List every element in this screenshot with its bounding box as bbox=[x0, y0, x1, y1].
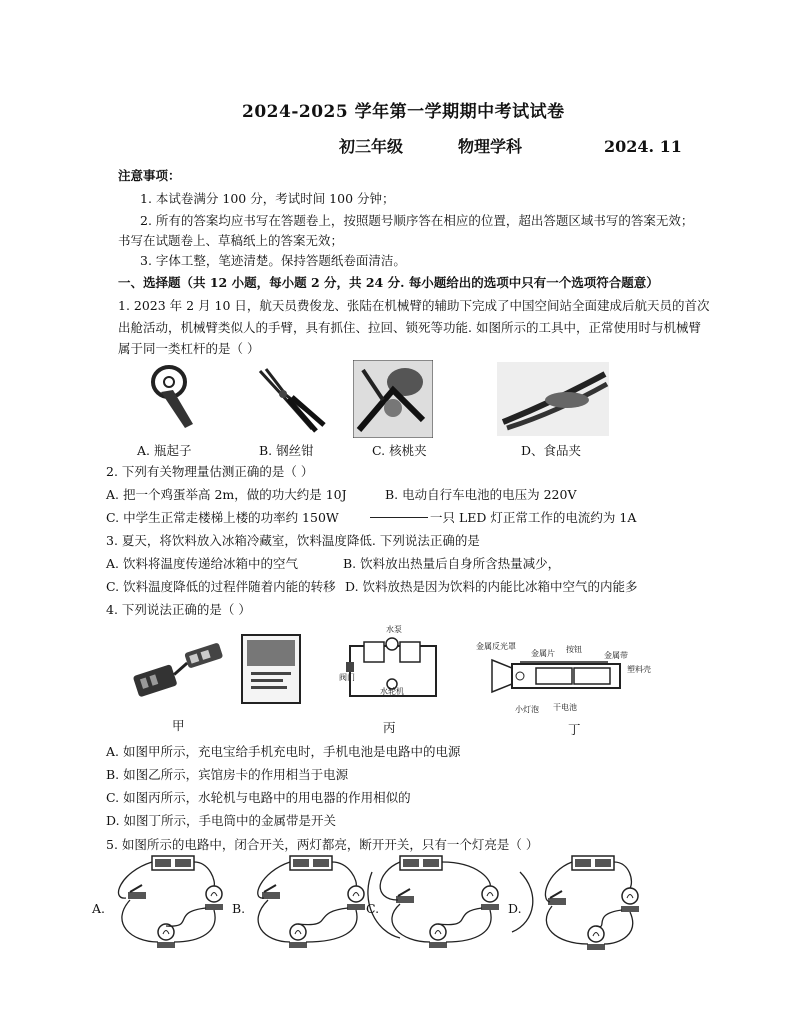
q5-option-b: B. bbox=[232, 901, 246, 916]
q3-option-a: A. 饮料将温度传递给冰箱中的空气 bbox=[106, 556, 298, 571]
q1-option-d: D、食品夹 bbox=[521, 443, 582, 458]
label-plastic-shell: 塑料壳 bbox=[627, 665, 651, 674]
q1-option-b: B. 钢丝钳 bbox=[259, 443, 314, 458]
note-3: 3. 字体工整，笔迹清楚。保持答题纸卷面清洁。 bbox=[140, 253, 406, 268]
q1-option-a: A. 瓶起子 bbox=[137, 443, 192, 458]
note-2-cont: 书写在试题卷上、草稿纸上的答案无效； bbox=[118, 233, 344, 248]
label-pump: 水泵 bbox=[386, 625, 402, 634]
q1-option-c: C. 核桃夹 bbox=[372, 443, 427, 458]
water-circuit-diagram bbox=[336, 626, 444, 710]
q3-stem: 3. 夏天，将饮料放入冰箱冷藏室，饮料温度降低. 下列说法正确的是 bbox=[106, 533, 480, 548]
grade-label: 初三年级 bbox=[339, 137, 404, 156]
section-heading: 一、选择题（共 12 小题，每小题 2 分，共 24 分. 每小题给出的选项中只有一个选项符合题意） bbox=[118, 275, 659, 290]
label-bulb: 小灯泡 bbox=[515, 705, 539, 714]
q5-option-a: A. bbox=[92, 901, 106, 916]
q4-stem: 4. 下列说法正确的是（ ） bbox=[106, 602, 251, 617]
walnut-cracker-image bbox=[353, 360, 433, 438]
fig-label-ding: 丁 bbox=[568, 722, 581, 737]
q5-circuits-figure bbox=[100, 852, 700, 950]
note-2: 2. 所有的答案均应书写在答题卷上，按照题号顺序答在相应的位置，超出答题区域书写的答案无效； bbox=[140, 213, 694, 228]
q3-option-b: B. 饮料放出热量后自身所含热量减少， bbox=[343, 556, 561, 571]
label-button: 按钮 bbox=[566, 645, 582, 654]
q2-option-a: A. 把一个鸡蛋举高 2m，做的功大约是 10J bbox=[106, 487, 347, 502]
q2-stem: 2. 下列有关物理量估测正确的是（ ） bbox=[106, 464, 314, 479]
q5-stem: 5. 如图所示的电路中，闭合开关，两灯都亮，断开开关，只有一个灯亮是（ ） bbox=[106, 837, 539, 852]
circuit-d bbox=[512, 856, 639, 950]
fig-label-bing: 丙 bbox=[383, 720, 396, 735]
bottle-opener-image bbox=[145, 362, 205, 434]
hotel-keycard-image bbox=[241, 634, 301, 704]
notes-heading: 注意事项： bbox=[118, 168, 181, 183]
wire-pliers-image bbox=[252, 365, 326, 435]
power-bank-phone-image bbox=[128, 636, 228, 698]
food-tongs-image bbox=[497, 362, 609, 436]
label-metal-strip: 金属带 bbox=[604, 651, 628, 660]
circuit-b bbox=[258, 856, 365, 948]
q1-line-1: 1. 2023 年 2 月 10 日，航天员费俊龙、张陆在机械臂的辅助下完成了中国空间站全面建成后航天员的首次 bbox=[118, 298, 710, 313]
q3-option-c: C. 饮料温度降低的过程伴随着内能的转移 bbox=[106, 579, 336, 594]
circuit-c bbox=[368, 856, 499, 948]
subject-label: 物理学科 bbox=[458, 137, 523, 156]
label-valve: 阀门 bbox=[339, 673, 355, 682]
q4-option-d: D. 如图丁所示，手电筒中的金属带是开关 bbox=[106, 813, 337, 828]
q4-option-a: A. 如图甲所示，充电宝给手机充电时，手机电池是电路中的电源 bbox=[106, 744, 461, 759]
q2-option-d: 一只 LED 灯正常工作的电流约为 1A bbox=[430, 510, 637, 525]
q5-option-c: C. bbox=[366, 901, 380, 916]
label-turbine: 水轮机 bbox=[380, 687, 404, 696]
q4-option-b: B. 如图乙所示，宾馆房卡的作用相当于电源 bbox=[106, 767, 349, 782]
label-metal-reflector: 金属反光罩 bbox=[476, 642, 516, 651]
label-battery: 干电池 bbox=[553, 703, 577, 712]
q1-line-2: 出舱活动，机械臂类似人的手臂，具有抓住、拉回、锁死等功能. 如图所示的工具中，正常使用时与机械臂 bbox=[118, 320, 701, 335]
q3-option-d: D. 饮料放热是因为饮料的内能比冰箱中空气的内能多 bbox=[345, 579, 638, 594]
label-metal-tab: 金属片 bbox=[531, 649, 555, 658]
note-1: 1. 本试卷满分 100 分，考试时间 100 分钟； bbox=[140, 191, 395, 206]
fig-label-jia: 甲 bbox=[172, 718, 185, 733]
q2-option-c: C. 中学生正常走楼梯上楼的功率约 150W bbox=[106, 510, 339, 525]
q2-d-blank-line bbox=[370, 517, 428, 518]
exam-date: 2024. 11 bbox=[604, 137, 682, 156]
circuit-a bbox=[118, 856, 223, 948]
q2-option-b: B. 电动自行车电池的电压为 220V bbox=[385, 487, 577, 502]
q1-line-3: 属于同一类杠杆的是（ ） bbox=[118, 341, 260, 356]
exam-title: 2024-2025 学年第一学期期中考试试卷 bbox=[242, 102, 565, 122]
q5-option-d: D. bbox=[508, 901, 522, 916]
q4-option-c: C. 如图丙所示，水轮机与电路中的用电器的作用相似的 bbox=[106, 790, 411, 805]
